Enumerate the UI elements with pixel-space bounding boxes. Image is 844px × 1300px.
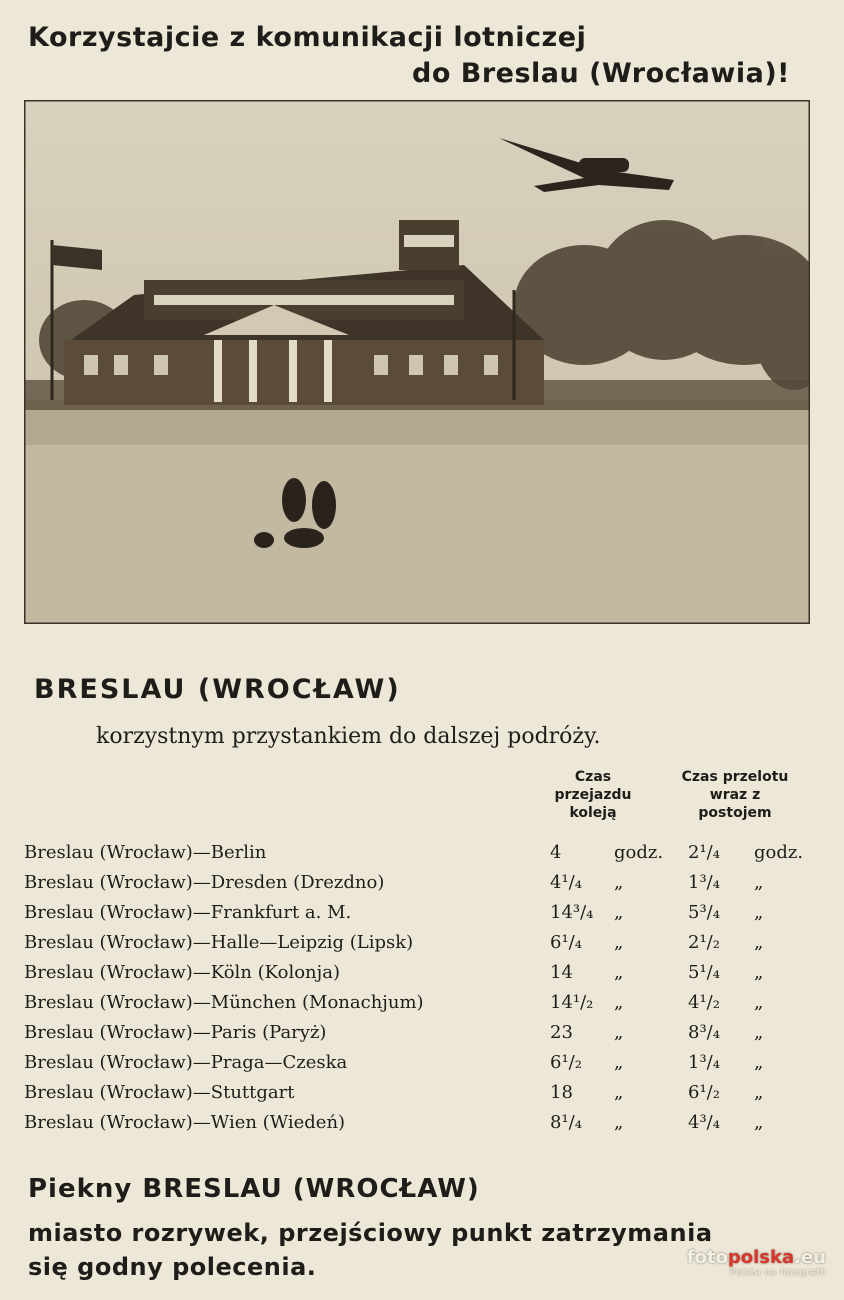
air-time: 5¹/₄ — [688, 962, 720, 983]
air-unit: „ — [754, 1052, 764, 1073]
terminal-building — [64, 220, 544, 405]
table-row — [24, 1018, 824, 1048]
air-time: 1³/₄ — [688, 872, 720, 893]
rail-unit: „ — [614, 902, 624, 923]
table-row — [24, 838, 824, 868]
airplane-icon — [499, 138, 674, 192]
route-name: Breslau (Wrocław)—Paris (Paryż) — [24, 1022, 327, 1043]
column-header-rail-line: przejazdu — [554, 787, 632, 803]
route-name: Breslau (Wrocław)—Berlin — [24, 842, 267, 863]
rail-time: 23 — [550, 1022, 573, 1043]
route-name: Breslau (Wrocław)—Frankfurt a. M. — [24, 902, 352, 923]
rail-time: 6¹/₄ — [550, 932, 582, 953]
headline-line-1: Korzystajcie z komunikacji lotniczej — [28, 22, 587, 53]
section-title: BRESLAU (WROCŁAW) — [34, 674, 401, 705]
column-header-air-line: wraz z — [709, 787, 761, 803]
watermark-brand-c: .eu — [794, 1247, 826, 1268]
air-unit: „ — [754, 1112, 764, 1133]
airport-photo — [24, 100, 810, 624]
section-subtitle: korzystnym przystankiem do dalszej podróży. — [96, 724, 601, 749]
headline-line-2: do Breslau (Wrocławia)! — [412, 58, 790, 89]
airport-illustration — [24, 100, 810, 624]
footer-line: się godny polecenia. — [28, 1253, 317, 1281]
table-row — [24, 988, 824, 1018]
rail-time: 18 — [550, 1082, 573, 1103]
table-row — [24, 958, 824, 988]
rail-time: 6¹/₂ — [550, 1052, 582, 1073]
rail-unit: „ — [614, 1022, 624, 1043]
air-unit: „ — [754, 902, 764, 923]
air-unit: „ — [754, 962, 764, 983]
route-name: Breslau (Wrocław)—München (Monachjum) — [24, 992, 424, 1013]
route-name: Breslau (Wrocław)—Halle—Leipzig (Lipsk) — [24, 932, 414, 953]
column-header-air-line: Czas przelotu — [681, 769, 789, 785]
air-time: 2¹/₄ — [688, 842, 720, 863]
table-row — [24, 1048, 824, 1078]
table-row — [24, 1078, 824, 1108]
watermark-brand — [687, 1247, 826, 1268]
route-name: Breslau (Wrocław)—Köln (Kolonja) — [24, 962, 340, 983]
watermark — [687, 1247, 826, 1278]
column-header-air-line: postojem — [698, 805, 772, 821]
rail-time: 14 — [550, 962, 573, 983]
rail-time: 14¹/₂ — [550, 992, 594, 1013]
timetable — [24, 838, 824, 1138]
column-header-air — [660, 768, 810, 822]
air-time: 4¹/₂ — [688, 992, 720, 1013]
rail-time: 8¹/₄ — [550, 1112, 582, 1133]
route-name: Breslau (Wrocław)—Praga—Czeska — [24, 1052, 348, 1073]
table-row — [24, 868, 824, 898]
air-time: 2¹/₂ — [688, 932, 720, 953]
air-unit: godz. — [754, 842, 804, 863]
air-unit: „ — [754, 1022, 764, 1043]
air-time: 6¹/₂ — [688, 1082, 720, 1103]
rail-time: 4 — [550, 842, 562, 863]
rail-unit: godz. — [614, 842, 664, 863]
rail-unit: „ — [614, 932, 624, 953]
air-unit: „ — [754, 872, 764, 893]
air-time: 4³/₄ — [688, 1112, 720, 1133]
table-row — [24, 1108, 824, 1138]
rail-unit: „ — [614, 872, 624, 893]
route-name: Breslau (Wrocław)—Stuttgart — [24, 1082, 295, 1103]
air-unit: „ — [754, 932, 764, 953]
rail-unit: „ — [614, 1112, 624, 1133]
watermark-brand-a: foto — [686, 1247, 728, 1268]
air-unit: „ — [754, 1082, 764, 1103]
air-time: 8³/₄ — [688, 1022, 720, 1043]
footer-line: miasto rozrywek, przejściowy punkt zatrzymania — [28, 1219, 713, 1247]
route-name: Breslau (Wrocław)—Dresden (Drezdno) — [24, 872, 385, 893]
footer-title: Piekny BRESLAU (WROCŁAW) — [28, 1174, 480, 1204]
column-header-rail-line: koleją — [569, 805, 617, 821]
table-row — [24, 928, 824, 958]
column-header-rail — [528, 768, 658, 822]
air-time: 5³/₄ — [688, 902, 720, 923]
rail-unit: „ — [614, 1052, 624, 1073]
watermark-brand-b: polska — [727, 1247, 795, 1268]
rail-unit: „ — [614, 992, 624, 1013]
rail-time: 4¹/₄ — [550, 872, 582, 893]
rail-unit: „ — [614, 962, 624, 983]
air-unit: „ — [754, 992, 764, 1013]
column-header-rail-line: Czas — [574, 769, 612, 785]
rail-time: 14³/₄ — [550, 902, 594, 923]
table-row — [24, 898, 824, 928]
route-name: Breslau (Wrocław)—Wien (Wiedeń) — [24, 1112, 346, 1133]
rail-unit: „ — [614, 1082, 624, 1103]
watermark-tagline: Polska na fotografii — [729, 1268, 826, 1278]
air-time: 1³/₄ — [688, 1052, 720, 1073]
